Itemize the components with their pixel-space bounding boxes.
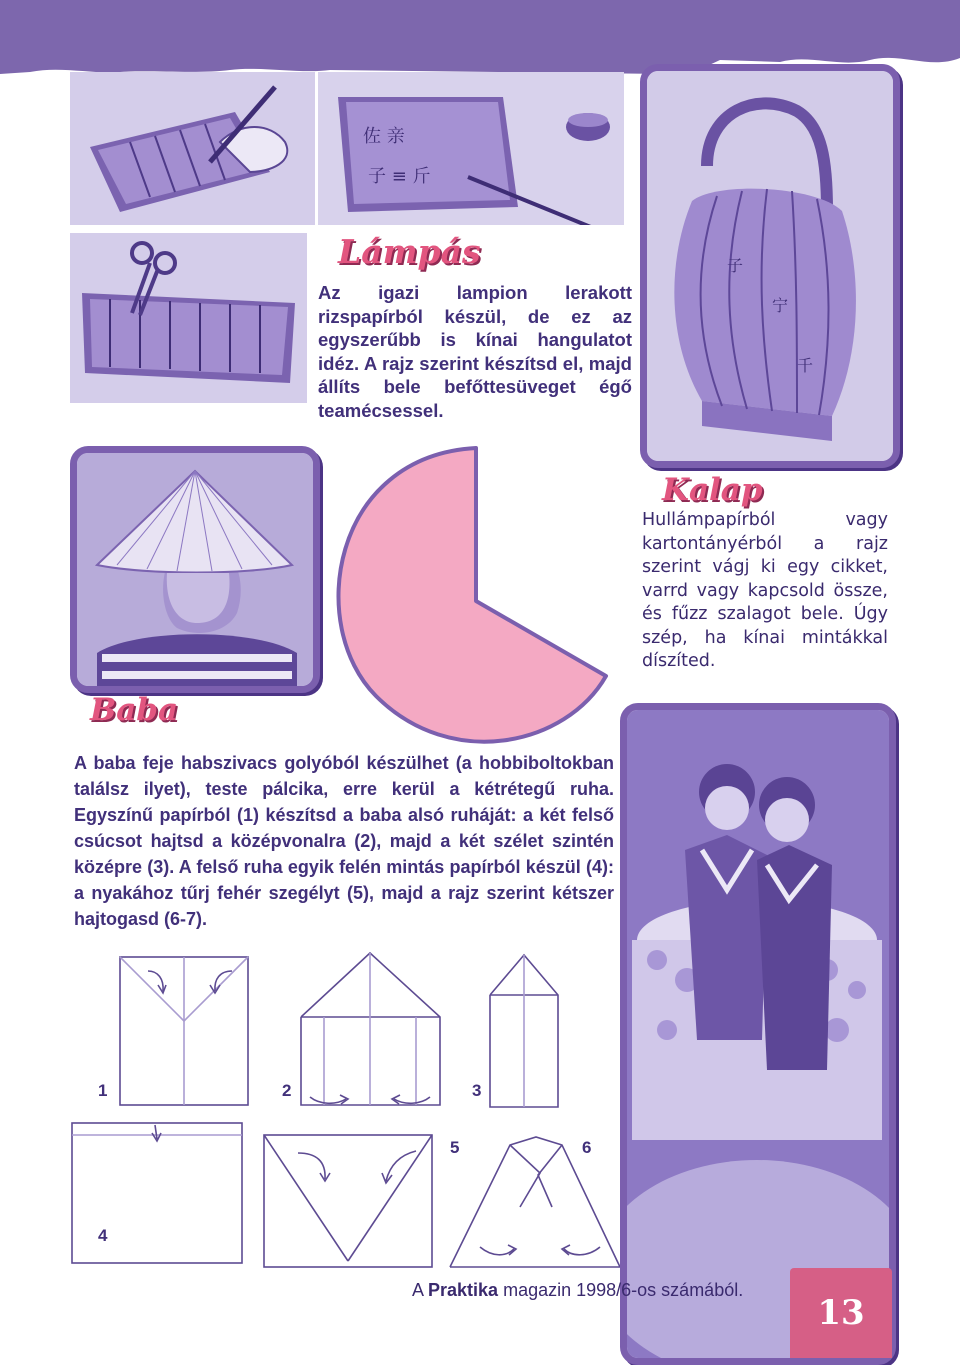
svg-text:千: 千 bbox=[797, 356, 814, 375]
source-prefix: A bbox=[412, 1280, 429, 1300]
kalap-text: Hullámpapírból vagy kartontányérból a rajz szerint vágj ki egy cikket, varrd vagy kapcsold össze, és fűzz szalagot bele. Úgy szép, ha kínai mintákkal díszíted. bbox=[642, 510, 888, 671]
dolls-photo bbox=[620, 703, 896, 1365]
lampas-title: Lámpás bbox=[338, 232, 481, 271]
lantern-step-photo-scissors bbox=[70, 233, 307, 403]
svg-text:子 ≡ 斤: 子 ≡ 斤 bbox=[368, 166, 431, 187]
svg-text:宁: 宁 bbox=[772, 296, 789, 315]
fold-step-3-diagram bbox=[490, 955, 558, 1107]
step-number-5: 5 bbox=[450, 1138, 460, 1157]
folding-diagrams bbox=[60, 945, 620, 1275]
fold-step-2-diagram bbox=[301, 953, 440, 1105]
kalap-title: Kalap bbox=[662, 472, 763, 508]
svg-text:佐 亲: 佐 亲 bbox=[363, 126, 405, 147]
hat-pattern-shape bbox=[316, 446, 636, 766]
fold-step-6-diagram bbox=[450, 1137, 620, 1267]
source-brand: Praktika bbox=[428, 1280, 499, 1300]
fold-step-5-diagram bbox=[264, 1135, 432, 1267]
fold-step-1-diagram bbox=[120, 957, 248, 1105]
step-number-2: 2 bbox=[282, 1081, 292, 1100]
baba-text: A baba feje habszivacs golyóból készülhet (a hobbiboltokban találsz ilyet), teste pálcika, erre kerül a kétrétegű ruha. Egyszínű papírból (1) készítsd a baba alsó ruháját: a két felső csúcsot hajtsd a középvonalra (2), majd a két szélet szintén középre (3). A felső ruha egyik felén mintás papírból készül (4): a nyakához tűrj fehér szegélyt (5), majd a rajz szerint kétszer hajtogasd (6-7). bbox=[74, 753, 614, 929]
step-number-3: 3 bbox=[472, 1081, 482, 1100]
hat-boy-photo bbox=[70, 446, 320, 693]
lampas-text: Az igazi lampion lerakott rizspapírból készül, de ez az egyszerűbb is kínai hangulatot idéz. A rajz szerint készítsd el, majd állíts bele befőttesüveget égő teamécsessel. bbox=[318, 282, 632, 421]
step-number-1: 1 bbox=[98, 1081, 108, 1100]
source-suffix: magazin 1998/6-os számából. bbox=[498, 1280, 744, 1300]
baba-title: Baba bbox=[90, 692, 179, 728]
lantern-step-photo-cut bbox=[70, 72, 315, 225]
page-number: 13 bbox=[790, 1268, 892, 1358]
lantern-step-photo-paint bbox=[318, 72, 624, 225]
source-note bbox=[412, 1280, 743, 1301]
step-number-6: 6 bbox=[582, 1138, 592, 1157]
step-number-4: 4 bbox=[98, 1226, 108, 1245]
svg-text:子: 子 bbox=[727, 256, 744, 275]
lantern-photo bbox=[640, 64, 900, 468]
